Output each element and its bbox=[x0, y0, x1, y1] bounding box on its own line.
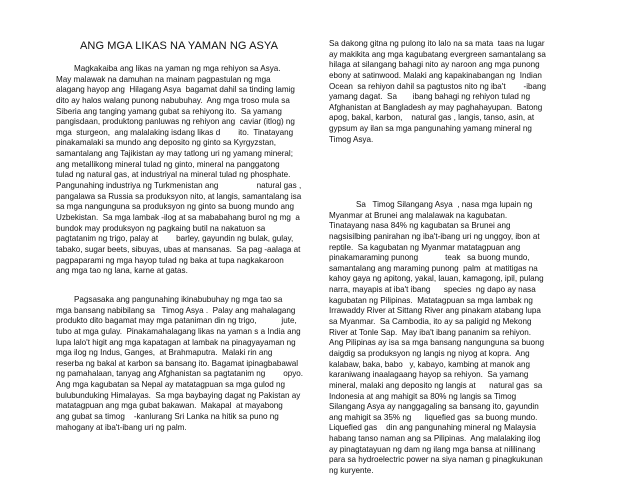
text-line: Afghanistan at Bangladesh ay may paghahayupan. Batong bbox=[329, 102, 543, 112]
text-line: para sa hydroelectric power na siya naman g pinagkukunan bbox=[329, 455, 543, 465]
text-line: kahoy gaya ng apitong, yakal, lauan, kamagong, ipil, pulang bbox=[329, 274, 544, 284]
text-line: habang tanso naman ang sa Pilipinas. Ang malalaking ilog bbox=[329, 434, 541, 444]
text-line: Timog Asya. bbox=[329, 134, 374, 144]
right-column-paragraph-1 bbox=[329, 39, 599, 145]
text-line: dito ay halos walang punong nabubuhay. Ang mga troso mula sa bbox=[56, 95, 290, 105]
text-line: Magkakaiba ang likas na yaman ng mga rehiyon sa Asya. bbox=[56, 64, 281, 73]
text-line: reptile. Sa kagubatan ng Myanmar matatagpuan ang bbox=[329, 242, 521, 252]
text-line: Sa Timog Silangang Asya , nasa mga lupain ng bbox=[329, 200, 533, 209]
left-column-paragraph-2 bbox=[56, 295, 320, 433]
text-line: mineral, malaki ang deposito ng langis at natural gas sa bbox=[329, 380, 543, 390]
text-line: Uzbekistan. Sa mga lambak -ilog at sa mababahang burol ng mg a bbox=[56, 212, 300, 222]
text-line: tabako, sugar beets, sibuyas, ubas at mansanas. Sa pag -aalaga at bbox=[56, 244, 301, 254]
text-line: ang metallikong mineral tulad ng ginto, mineral na panggatong bbox=[56, 159, 280, 169]
text-line: Ang Pilipinas ay isa sa mga bansang nangunguna sa buong bbox=[329, 338, 545, 348]
page-title: ANG MGA LIKAS NA YAMAN NG ASYA bbox=[80, 40, 279, 52]
text-line: reserba ng bakal at karbon sa bansang ito. Bagamat ipinagbabawal bbox=[56, 358, 299, 368]
text-line: ng kuryente. bbox=[329, 466, 374, 476]
text-line: matatagpuan ang mga gubat bakawan. Makapal at mayabong bbox=[56, 401, 283, 411]
text-line: sa mga nangunguna sa produksyon ng ginto sa buong mundo ang bbox=[56, 202, 295, 212]
text-line: pangisdaan, produktong panluwas ng rehiyon ang caviar (itlog) ng bbox=[56, 117, 295, 127]
text-line: pangalawa sa Russia sa produksyon nito, at langis, samantalang isa bbox=[56, 191, 302, 201]
text-line: karaniwang inaalagaang hayop sa rehiyon. Sa yamang bbox=[329, 370, 529, 380]
text-line: gypsum ay ilan sa mga pangunahing yamang mineral ng bbox=[329, 124, 532, 134]
text-line: Siberia ang tanging yamang gubat sa rehiyong ito. Sa yamang bbox=[56, 106, 282, 116]
text-line: ang gubat sa timog -kanlurang Sri Lanka na hitik sa puno ng bbox=[56, 412, 279, 422]
text-line: tubo at mga gulay. Pinakamahalagang likas na yaman s a India ang bbox=[56, 326, 301, 336]
text-line: daigdig sa produksyon ng langis ng niyog at kopra. Ang bbox=[329, 348, 530, 358]
text-line: Liquefied gas din ang pangunahing mineral ng Malaysia bbox=[329, 423, 536, 433]
text-line: produkto dito bagamat may mga pataniman din ng trigo, jute, bbox=[56, 316, 297, 326]
text-line: ang mga tao ng lana, karne at gatas. bbox=[56, 266, 188, 276]
text-line: Tinatayang nasa 84% ng kagubatan sa Brunei ang bbox=[329, 221, 511, 231]
text-line: Ocean sa rehiyon dahil sa pagtustos nito ng iba't -ibang bbox=[329, 81, 547, 91]
text-line: pinakamaraming punong teak sa buong mundo, bbox=[329, 253, 530, 263]
text-line: samantalang ang Tajikistan ay may tatlong uri ng yamang mineral; bbox=[56, 149, 293, 159]
text-line: Pangunahing industriya ng Turkmenistan ang natural gas , bbox=[56, 181, 302, 191]
text-line: tulad ng natural gas, at industriyal na mineral tulad ng phosphate. bbox=[56, 170, 291, 180]
text-line: River at Tonle Sap. May iba't ibang pananim sa rehiyon. bbox=[329, 327, 532, 337]
text-line: ebony at satinwood. Malaki ang kapakinabangan ng Indian bbox=[329, 70, 542, 80]
text-line: hilaga at silangang bahagi nito ay naroon ang mga punong bbox=[329, 60, 540, 70]
text-line: narra, mayapis at iba't ibang species ng dapo ay nasa bbox=[329, 285, 536, 295]
text-line: Ang mga kagubatan sa Nepal ay matatagpuan sa mga gulod ng bbox=[56, 380, 286, 390]
text-line: kagubatan ng Pilipinas. Matatagpuan sa mga lambak ng bbox=[329, 295, 533, 305]
text-line: ay pinagtatayuan ng dam ng ilang mga bansa at nililinang bbox=[329, 444, 536, 454]
text-line: mga sturgeon, ang malalaking isdang likas d ito. Tinatayang bbox=[56, 127, 294, 137]
text-line: Indonesia at ang mahigit sa 80% ng langis sa Timog bbox=[329, 391, 517, 401]
text-line: lupa lalo't higit ang mga kapatagan at lambak na pinagyayaman ng bbox=[56, 337, 296, 347]
text-line: mga ilog ng Indus, Ganges, at Brahmaputra. Malaki rin ang bbox=[56, 348, 273, 358]
text-line: ng pamahalaan, tanyag ang Afghanistan sa pagtatanim ng opyo. bbox=[56, 369, 304, 379]
text-line: kalabaw, baka, babo y, kabayo, kambing at manok ang bbox=[329, 359, 530, 369]
text-line: May malawak na damuhan na mainam pagpastulan ng mga bbox=[56, 74, 271, 84]
text-line: sa Myanmar. Sa Cambodia, ito ay sa paligid ng Mekong bbox=[329, 317, 532, 327]
text-line: bundok may produksyon ng pagkaing butil na nakatuon sa bbox=[56, 223, 266, 233]
text-line: yamang dagat. Sa ibang bahagi ng rehiyon tulad ng bbox=[329, 92, 531, 102]
text-line: pagtatanim ng trigo, palay at barley, gayundin ng bulak, gulay, bbox=[56, 234, 294, 244]
text-line: pagpaparami ng mga hayop tulad ng baka at tupa nagkakaroon bbox=[56, 255, 284, 265]
right-column-paragraph-2 bbox=[329, 200, 599, 477]
text-line: mga bansang nabibilang sa Timog Asya . Palay ang mahalagang bbox=[56, 305, 296, 315]
text-line: alagang hayop ang Hilagang Asya bagamat dahil sa tinding lamig bbox=[56, 85, 295, 95]
text-line: ang mahigit sa 35% ng liquefied gas sa buong mundo. bbox=[329, 412, 538, 422]
text-line: nagsisilbing panirahan ng iba't-ibang uri ng unggoy, ibon at bbox=[329, 231, 540, 241]
text-line: apog, bakal, karbon, natural gas , langis, tanso, asin, at bbox=[329, 113, 535, 123]
text-line: samantalang ang maraming punong palm at matitigas na bbox=[329, 263, 538, 273]
text-line: Sa dakong gitna ng pulong ito lalo na sa mata taas na lugar bbox=[329, 39, 545, 48]
text-line: Irrawaddy River at Sittang River ang pinakam atabang lupa bbox=[329, 306, 541, 316]
left-column-paragraph-1 bbox=[56, 64, 320, 277]
text-line: ay makikita ang mga kagubatang evergreen samantalang sa bbox=[329, 49, 546, 59]
text-line: pinakamalaki sa mundo ang deposito ng ginto sa Kyrgyzstan, bbox=[56, 138, 277, 148]
text-line: mahogany at iba't-ibang uri ng palm. bbox=[56, 422, 187, 432]
text-line: Myanmar at Brunei ang malalawak na kagubatan. bbox=[329, 210, 508, 220]
text-line: Pagsasaka ang pangunahing ikinabubuhay ng mga tao sa bbox=[56, 295, 283, 304]
text-line: bulubunduking Himalayas. Sa mga baybaying dagat ng Pakistan ay bbox=[56, 390, 301, 400]
text-line: Silangang Asya ay nanggagaling sa bansang ito, gayundin bbox=[329, 402, 539, 412]
